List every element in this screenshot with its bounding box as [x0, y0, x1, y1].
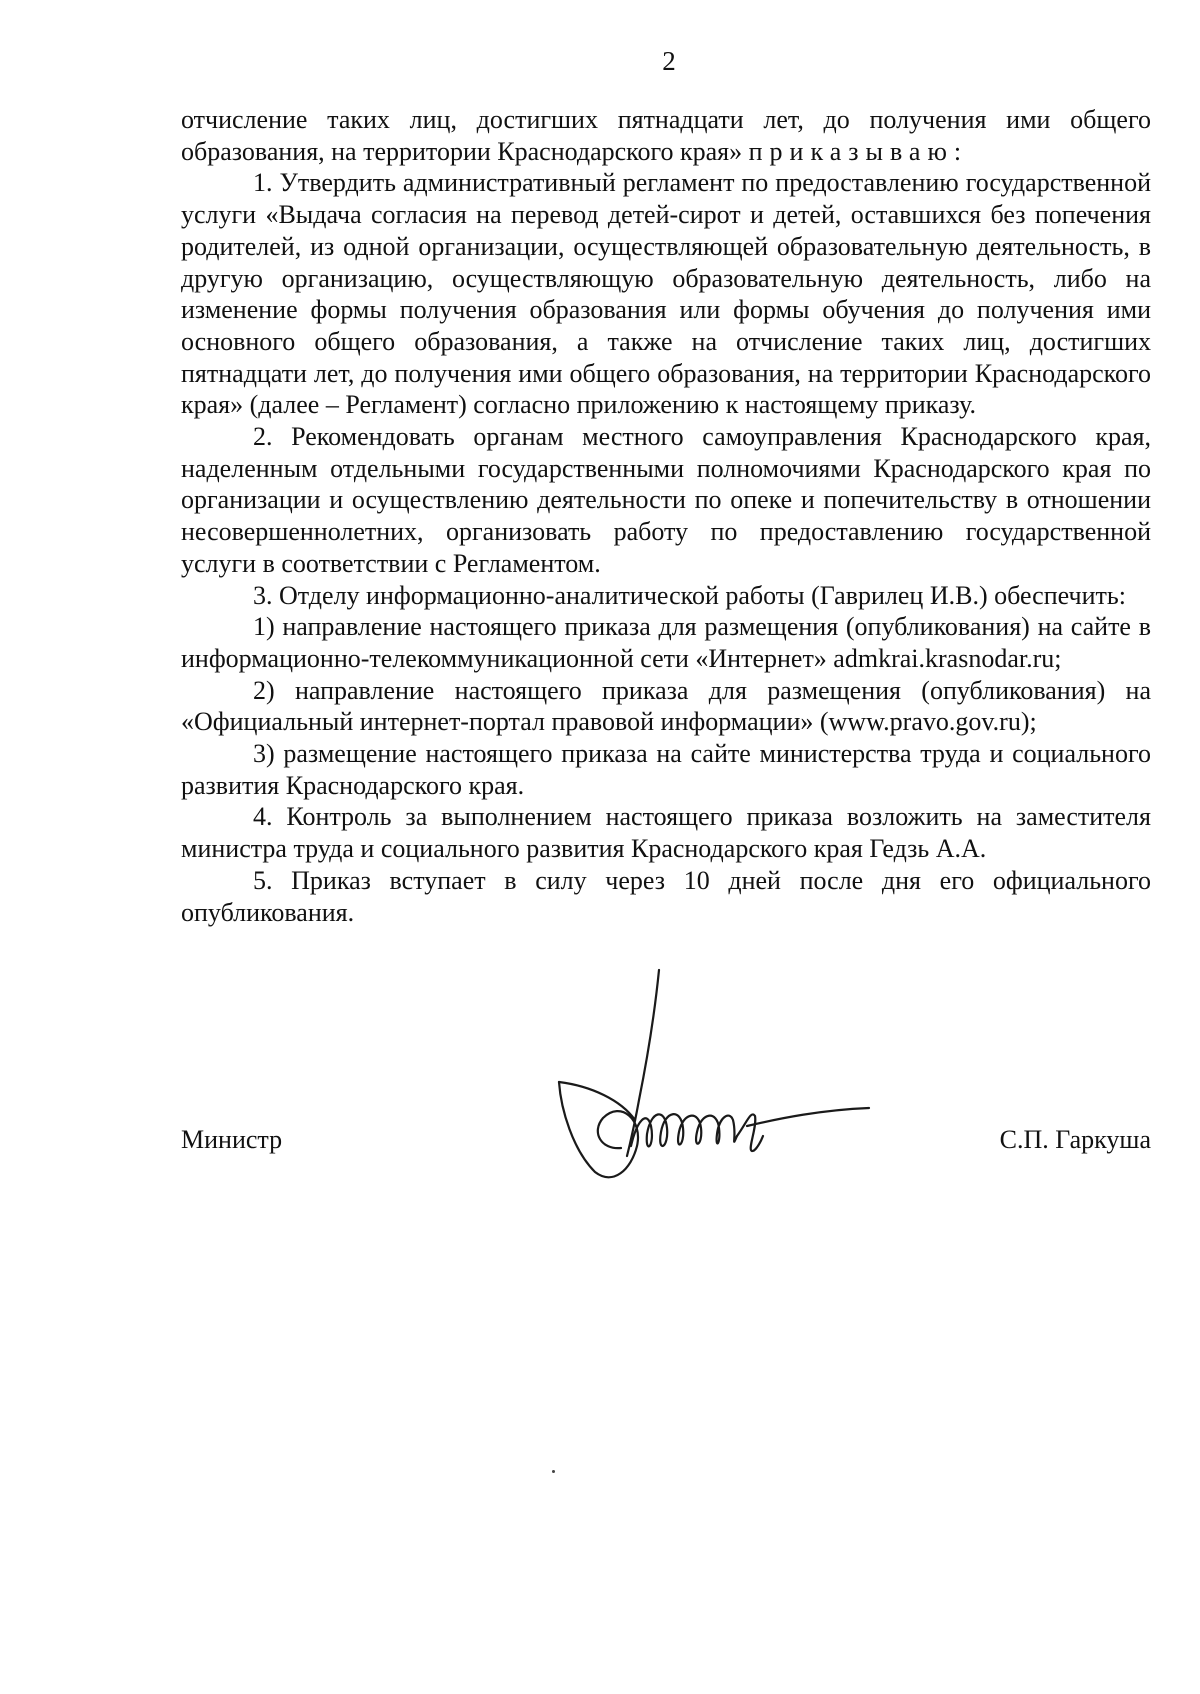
paragraph-item-2: 2. Рекомендовать органам местного самоуправления Краснодарского края, наделенным отдельными государственными полномочиями Краснодарского края по организации и осуществлению деятельности по опеке и попечительству в отношении несовершеннолетних, организовать работу по предоставлению государственной услуги в соответствии с Регламентом.: [181, 422, 1151, 578]
page-number: [69, 46, 1200, 76]
paragraph-item-4: 4. Контроль за выполнением настоящего приказа возложить на заместителя министра труда и социального развития Краснодарского края Гедзь А.А.: [181, 802, 1151, 864]
signature-stroke-line: [747, 1108, 869, 1126]
paragraph-intro: [181, 104, 1151, 167]
scan-dot: [552, 1470, 555, 1473]
signature-stroke-letters: [631, 1114, 737, 1146]
order-word: приказываю:: [748, 136, 969, 166]
paragraph-item-3-3: 3) размещение настоящего приказа на сайте министерства труда и социального развития Краснодарского края.: [181, 739, 1151, 800]
paragraph-item-1: 1. Утвердить административный регламент по предоставлению государственной услуги «Выдача согласия на перевод детей-сирот и детей, оставшихся без попечения родителей, из одной организации, осуществляющей образовательную деятельность, в другую организацию, осуществляющую образовательную деятельность, либо на изменение формы получения образования или формы обучения до получения ими основного общего образования, а также на отчисление таких лиц, достигших пятнадцати лет, до получения ими общего образования, на территории Краснодарского края» (далее – Регламент) согласно приложению к настоящему приказу.: [181, 168, 1151, 420]
signatory-name: С.П. Гаркуша: [999, 1125, 1151, 1154]
handwritten-signature: [551, 950, 881, 1210]
paragraph-intro-text: отчисление таких лиц, достигших пятнадцати лет, до получения ими общего образования, на территории Краснодарского края»: [181, 105, 1151, 166]
signature-stroke-tail: [737, 1114, 763, 1151]
signature-stroke-loop: [559, 1082, 638, 1177]
paragraph-item-5: 5. Приказ вступает в силу через 10 дней после дня его официального опубликования.: [181, 865, 1151, 927]
paragraph-item-3-2: 2) направление настоящего приказа для размещения (опубликования) на «Официальный интернет-портал правовой информации» (www.pravo.gov.ru);: [181, 675, 1151, 737]
signature-block: [181, 1100, 1151, 1210]
paragraph-item-3-1: 1) направление настоящего приказа для размещения (опубликования) на сайте в информационно-телекоммуникационной сети «Интернет» admkrai.krasnodar.ru;: [181, 612, 1151, 673]
signature-stroke-swoop: [559, 1082, 635, 1120]
page-number-text: 2: [662, 46, 676, 76]
document-body: [181, 104, 1151, 928]
signature-strokes: [559, 970, 869, 1177]
signatory-title: Министр: [181, 1125, 283, 1154]
signature-stroke-vertical: [627, 970, 659, 1156]
paragraph-item-3: 3. Отделу информационно-аналитической работы (Гаврилец И.В.) обеспечить:: [253, 580, 1126, 610]
